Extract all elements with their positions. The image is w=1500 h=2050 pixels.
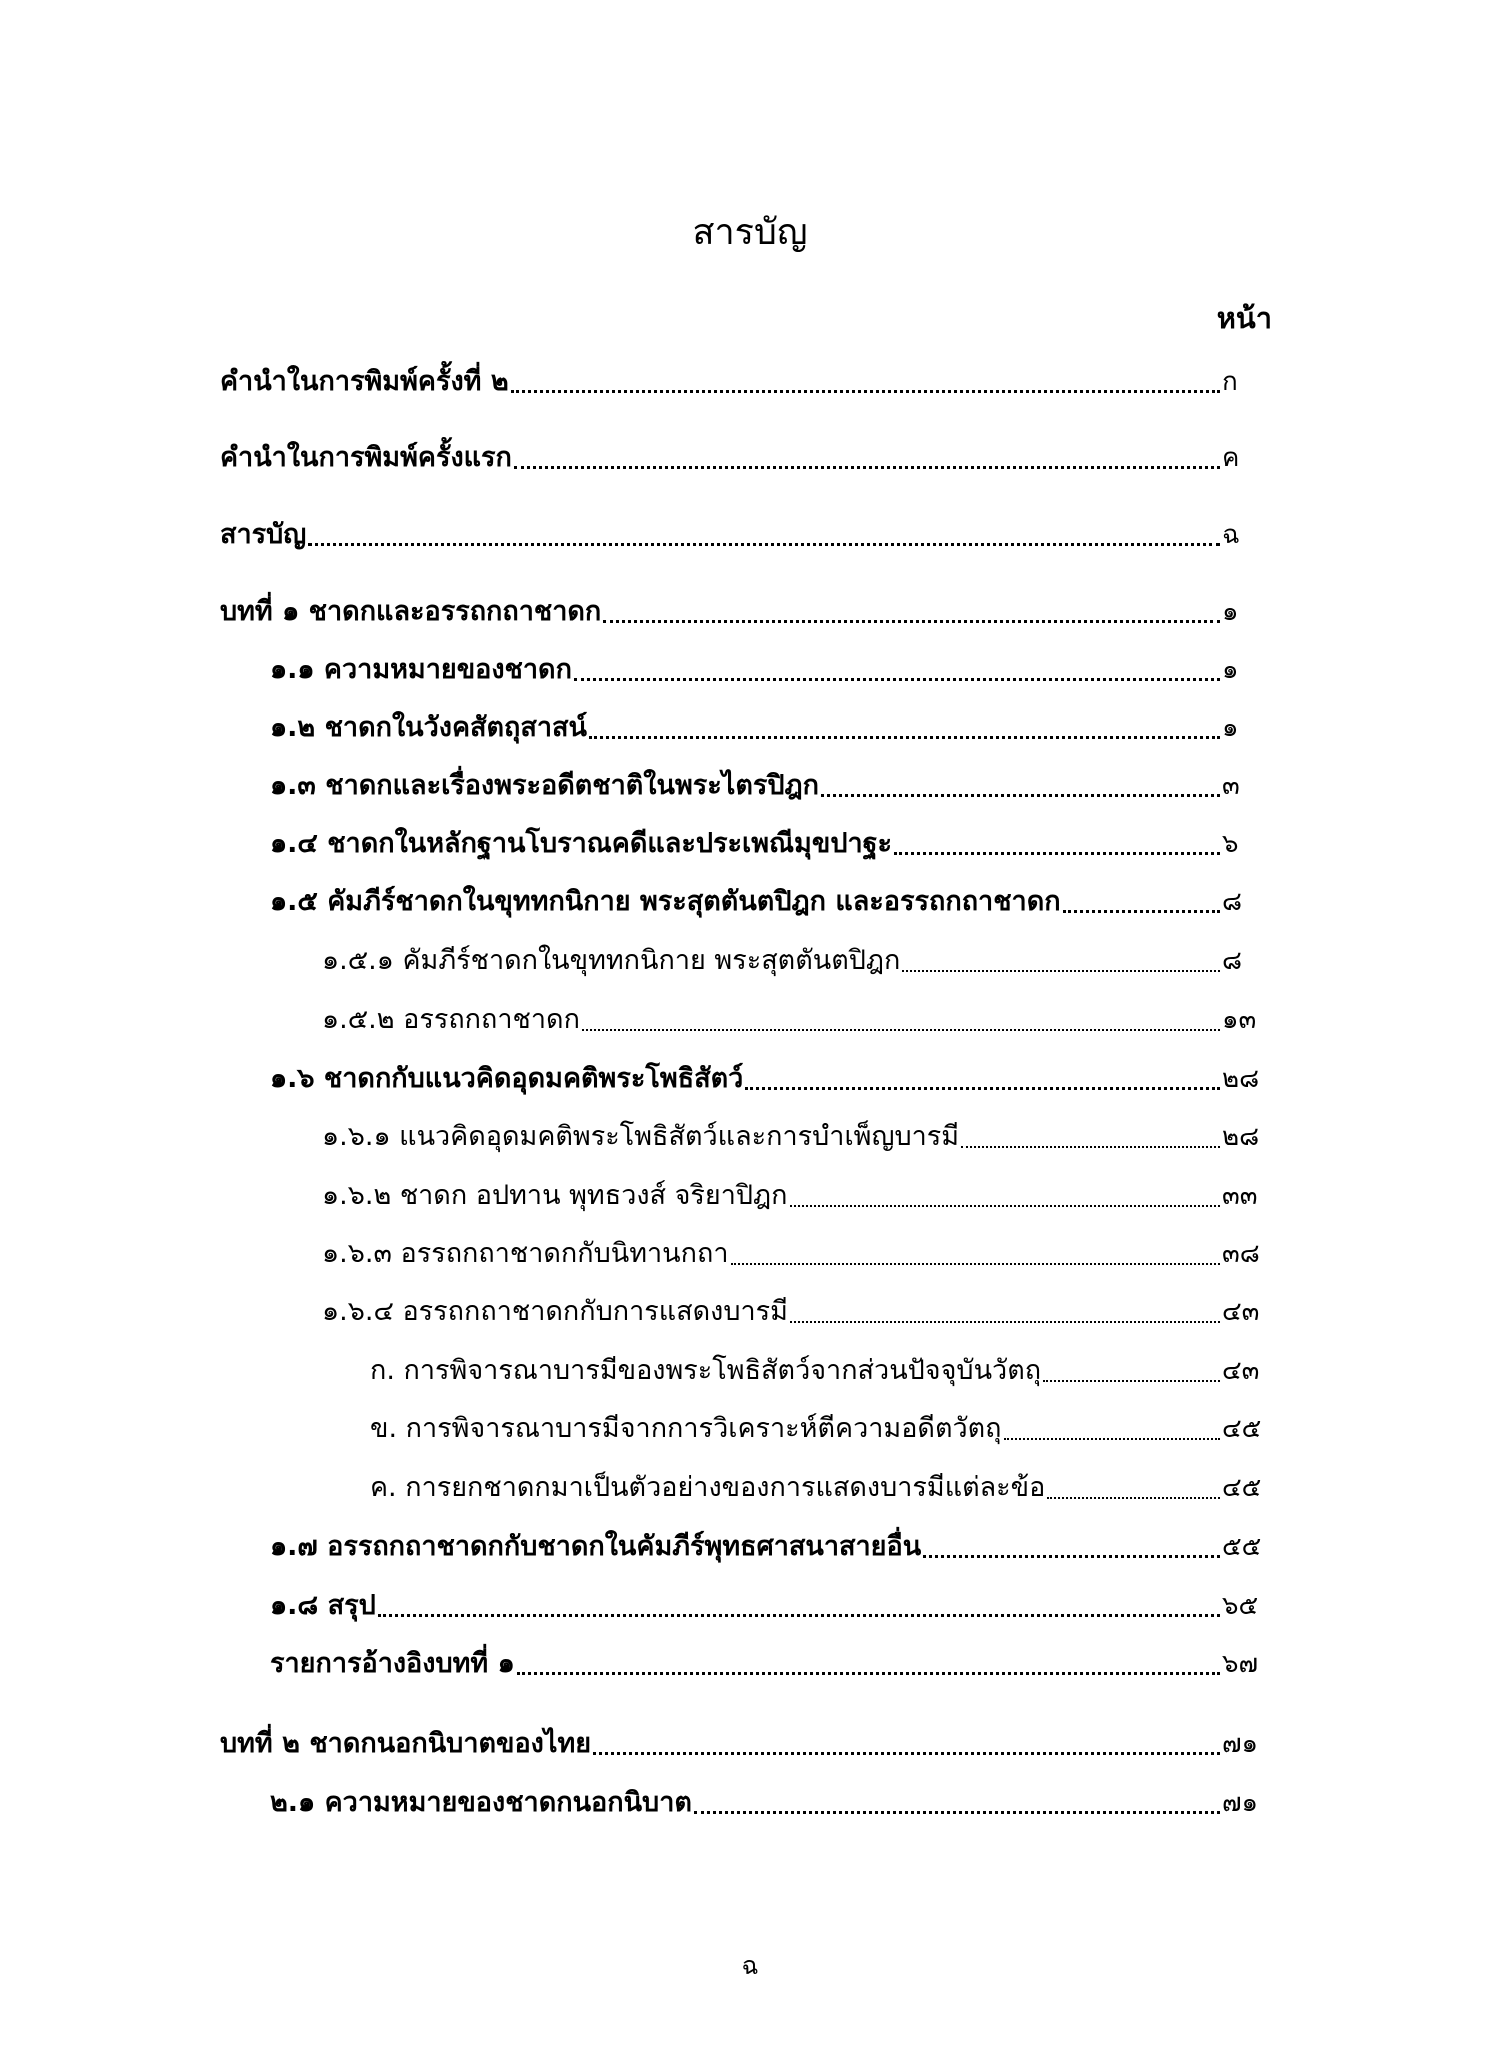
dotted-leader xyxy=(731,1263,1221,1265)
toc-entry-label: คำนำในการพิมพ์ครั้งแรก xyxy=(220,442,512,473)
toc-entry[interactable] xyxy=(0,1405,1500,1449)
toc-entry-label: สารบัญ xyxy=(220,519,307,550)
dotted-leader xyxy=(902,970,1220,972)
toc-entry[interactable] xyxy=(0,762,1500,806)
toc-entry-page-number: ๑ xyxy=(1222,655,1239,685)
toc-entry-label: ๑.๕ คัมภีร์ชาดกในขุททกนิกาย พระสุตตันตปิฎก และอรรถกถาชาดก xyxy=(270,886,1061,917)
toc-entry-label: ๑.๖ ชาดกกับแนวคิดอุดมคติพระโพธิสัตว์ xyxy=(270,1063,744,1094)
toc-entry-page-number: ๔๓ xyxy=(1222,1297,1260,1327)
toc-entry[interactable] xyxy=(0,937,1500,981)
dotted-leader xyxy=(514,466,1220,469)
toc-entry[interactable] xyxy=(0,1230,1500,1274)
toc-entry-page-number: ๓๘ xyxy=(1222,1239,1260,1269)
dotted-leader xyxy=(694,1811,1220,1814)
dotted-leader xyxy=(1047,1497,1220,1499)
toc-entry[interactable] xyxy=(0,996,1500,1040)
toc-entry[interactable] xyxy=(0,646,1500,690)
dotted-leader xyxy=(745,1087,1220,1090)
toc-entry-label: ๑.๖.๓ อรรถกถาชาดกกับนิทานกถา xyxy=(322,1238,729,1269)
toc-entry-label: ๑.๔ ชาดกในหลักฐานโบราณคดีและประเพณีมุขปาฐะ xyxy=(270,828,893,859)
toc-entry-label: ๑.๑ ความหมายของชาดก xyxy=(270,654,572,685)
dotted-leader xyxy=(574,678,1220,681)
toc-entry-page-number: ค xyxy=(1222,443,1240,473)
toc-entry-label: ๑.๗ อรรถกถาชาดกกับชาดกในคัมภีร์พุทธศาสนาสายอื่น xyxy=(270,1531,922,1562)
toc-entry-page-number: ฉ xyxy=(1222,520,1240,550)
dotted-leader xyxy=(790,1205,1220,1207)
toc-entry-label: ๑.๕.๑ คัมภีร์ชาดกในขุททกนิกาย พระสุตตันตปิฎก xyxy=(322,945,901,976)
dotted-leader xyxy=(790,1321,1220,1323)
toc-entry-page-number: ๖ xyxy=(1222,829,1239,859)
footer-page-number: ฉ xyxy=(741,1951,759,1980)
toc-entry[interactable] xyxy=(0,1582,1500,1626)
toc-entry[interactable] xyxy=(0,704,1500,748)
dotted-leader xyxy=(1043,1380,1220,1382)
toc-entry-label: ๑.๖.๒ ชาดก อปทาน พุทธวงส์ จริยาปิฎก xyxy=(322,1180,788,1211)
toc-entry[interactable] xyxy=(0,1779,1500,1823)
toc-entry[interactable] xyxy=(0,1055,1500,1099)
toc-entry[interactable] xyxy=(0,1464,1500,1508)
toc-entry-label: ๑.๘ สรุป xyxy=(270,1590,376,1621)
toc-entry-label: รายการอ้างอิงบทที่ ๑ xyxy=(270,1648,515,1679)
toc-entry-label: ๑.๓ ชาดกและเรื่องพระอดีตชาติในพระไตรปิฎก xyxy=(270,770,819,801)
toc-entry[interactable] xyxy=(0,1172,1500,1216)
dotted-leader xyxy=(961,1146,1220,1148)
toc-entry-label: คำนำในการพิมพ์ครั้งที่ ๒ xyxy=(220,366,509,397)
toc-entry-page-number: ๗๑ xyxy=(1222,1788,1259,1818)
dotted-leader xyxy=(511,390,1220,393)
toc-entry[interactable] xyxy=(0,1720,1500,1764)
toc-entry-page-number: ๒๘ xyxy=(1222,1122,1260,1152)
dotted-leader xyxy=(589,736,1220,739)
toc-entry[interactable] xyxy=(0,1640,1500,1684)
toc-entry-label: ๑.๕.๒ อรรถกถาชาดก xyxy=(322,1004,580,1035)
dotted-leader xyxy=(582,1029,1220,1031)
page-title: สารบัญ xyxy=(692,212,808,253)
dotted-leader xyxy=(923,1555,1220,1558)
toc-entry[interactable] xyxy=(0,1288,1500,1332)
toc-entry-page-number: ๗๑ xyxy=(1222,1729,1259,1759)
toc-entry[interactable] xyxy=(0,358,1500,402)
toc-entry-page-number: ๓๓ xyxy=(1222,1181,1258,1211)
toc-entry[interactable] xyxy=(0,820,1500,864)
dotted-leader xyxy=(308,543,1220,546)
toc-entry-page-number: ๘ xyxy=(1222,946,1243,976)
toc-entry[interactable] xyxy=(0,1523,1500,1567)
dotted-leader xyxy=(894,852,1220,855)
toc-entry-label: ๑.๖.๔ อรรถกถาชาดกกับการแสดงบารมี xyxy=(322,1296,788,1327)
toc-entry-label: ก. การพิจารณาบารมีของพระโพธิสัตว์จากส่วนปัจจุบันวัตถุ xyxy=(370,1355,1042,1386)
toc-entry[interactable] xyxy=(0,434,1500,478)
toc-entry-page-number: ๕๕ xyxy=(1222,1532,1262,1562)
toc-entry[interactable] xyxy=(0,878,1500,922)
toc-entry[interactable] xyxy=(0,1113,1500,1157)
toc-entry-page-number: ๘ xyxy=(1222,887,1243,917)
dotted-leader xyxy=(517,1672,1220,1675)
toc-entry-page-number: ๔๕ xyxy=(1222,1414,1262,1444)
toc-entry-page-number: ๔๓ xyxy=(1222,1356,1260,1386)
toc-entry-page-number: ก xyxy=(1222,367,1238,397)
toc-entry-label: ๒.๑ ความหมายของชาดกนอกนิบาต xyxy=(270,1787,692,1818)
dotted-leader xyxy=(378,1614,1220,1617)
toc-entry-label: ๑.๖.๑ แนวคิดอุดมคติพระโพธิสัตว์และการบำเพ็ญบารมี xyxy=(322,1121,960,1152)
toc-entry-page-number: ๒๘ xyxy=(1222,1064,1260,1094)
dotted-leader xyxy=(821,794,1220,797)
toc-entry-page-number: ๖๕ xyxy=(1222,1591,1259,1621)
toc-entry-label: บทที่ ๑ ชาดกและอรรถกถาชาดก xyxy=(220,596,602,627)
toc-entry[interactable] xyxy=(0,1347,1500,1391)
dotted-leader xyxy=(1004,1438,1220,1440)
toc-entry-label: ข. การพิจารณาบารมีจากการวิเคราะห์ตีความอดีตวัตถุ xyxy=(370,1413,1002,1444)
toc-entry-page-number: ๑ xyxy=(1222,713,1239,743)
toc-entry-page-number: ๖๗ xyxy=(1222,1649,1259,1679)
dotted-leader xyxy=(593,1752,1220,1755)
toc-entry-page-number: ๓ xyxy=(1222,771,1240,801)
toc-entry-page-number: ๔๕ xyxy=(1222,1473,1262,1503)
dotted-leader xyxy=(603,620,1220,623)
page-column-header: หน้า xyxy=(1216,301,1272,335)
toc-entry-label: บทที่ ๒ ชาดกนอกนิบาตของไทย xyxy=(220,1728,592,1759)
toc-entry[interactable] xyxy=(0,511,1500,555)
toc-entry-page-number: ๑ xyxy=(1222,597,1239,627)
dotted-leader xyxy=(1063,910,1220,913)
toc-entry[interactable] xyxy=(0,588,1500,632)
toc-entry-label: ค. การยกชาดกมาเป็นตัวอย่างของการแสดงบารมีแต่ละข้อ xyxy=(370,1472,1046,1503)
toc-entry-page-number: ๑๓ xyxy=(1222,1005,1257,1035)
toc-entry-label: ๑.๒ ชาดกในวังคสัตถุสาสน์ xyxy=(270,712,587,743)
